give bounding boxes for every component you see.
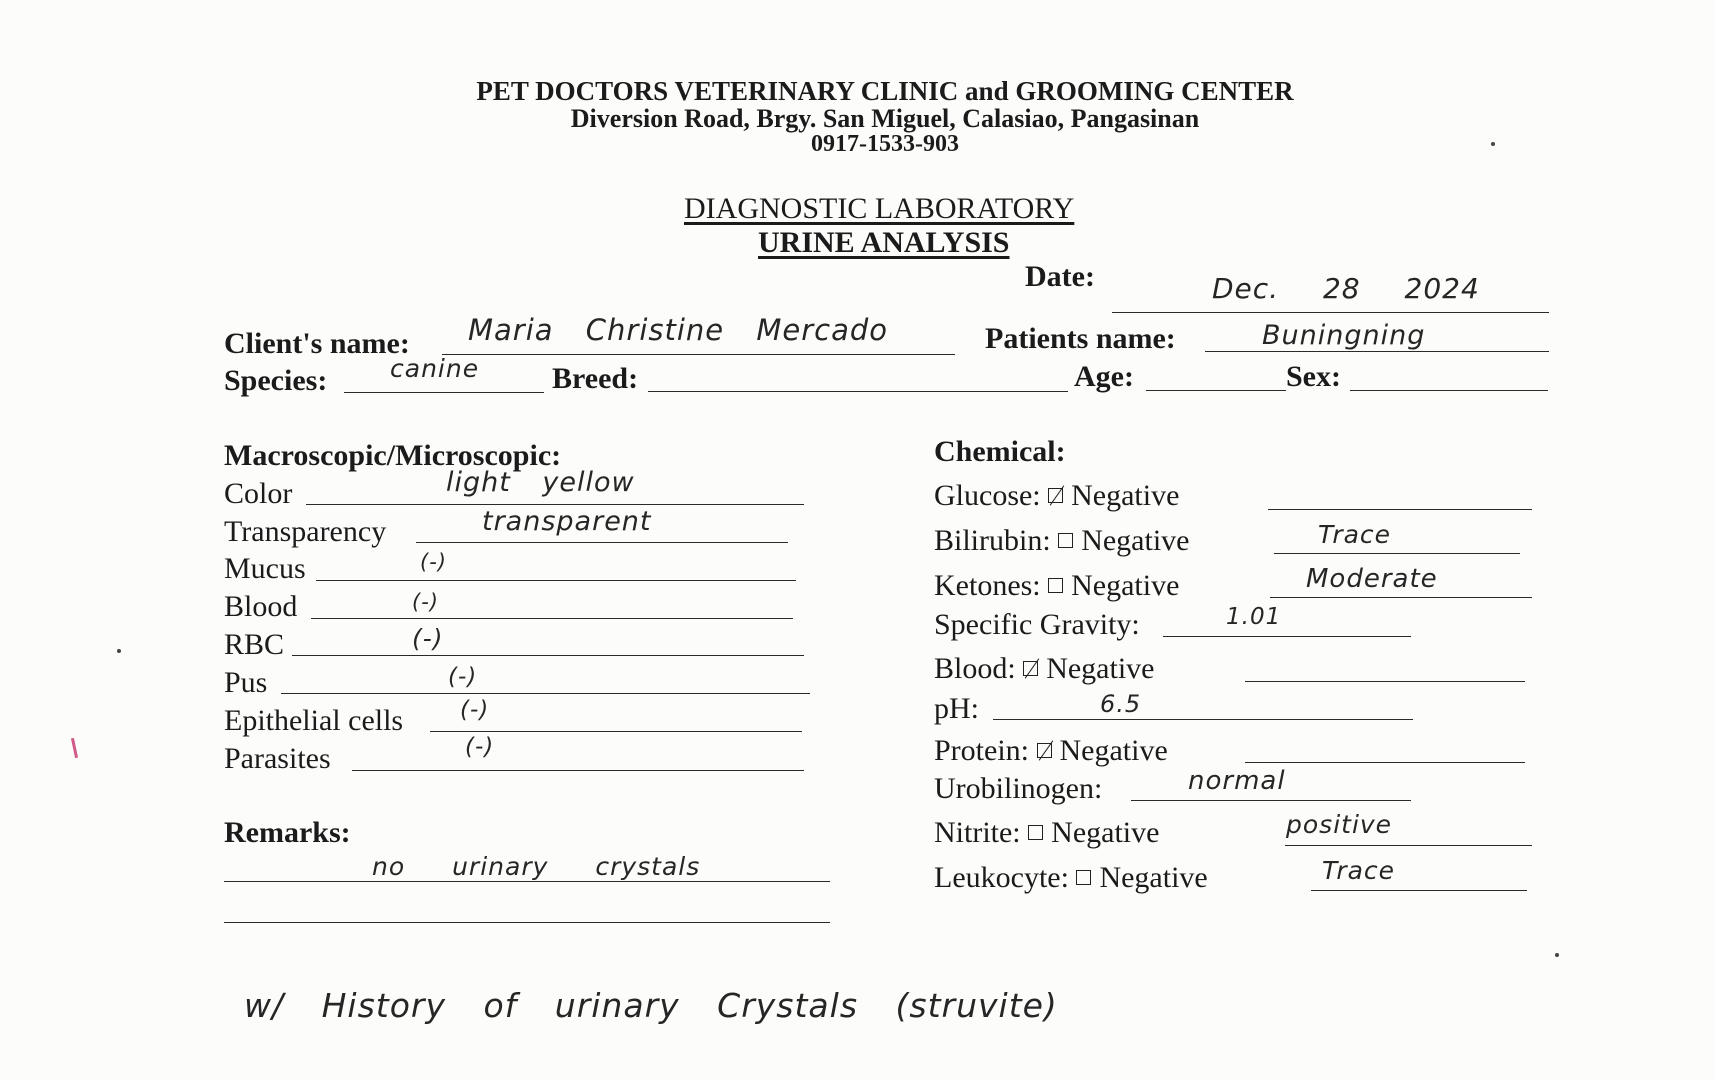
pus-value: (-) <box>448 664 478 690</box>
blood-chem-line <box>1245 681 1525 682</box>
nitrite-value: positive <box>1286 810 1393 839</box>
mucus-value: (-) <box>420 550 447 574</box>
sg-line <box>1163 636 1411 637</box>
urobilinogen-line <box>1131 800 1411 801</box>
blood-chem-negative: Negative <box>1046 652 1155 685</box>
blood-chem-label: Blood: <box>934 652 1016 685</box>
client-line <box>442 354 955 355</box>
ketones-line <box>1270 597 1532 598</box>
protein-line <box>1245 762 1525 763</box>
date-value: Dec. 28 2024 <box>1212 272 1480 305</box>
glucose-negative: Negative <box>1071 479 1180 512</box>
protein-label: Protein: <box>934 734 1029 767</box>
blood-line <box>311 618 793 619</box>
protein-negative: Negative <box>1059 734 1168 767</box>
parasites-value: (-) <box>465 734 495 760</box>
ketones-checkbox[interactable] <box>1048 578 1063 593</box>
client-value: Maria Christine Mercado <box>468 313 888 347</box>
ph-value: 6.5 <box>1100 690 1142 718</box>
remarks-line-2 <box>224 922 830 923</box>
species-line <box>344 392 544 393</box>
scan-speck <box>1555 953 1559 957</box>
scan-speck <box>1491 142 1495 146</box>
ketones-value: Moderate <box>1306 564 1438 594</box>
glucose-row <box>934 479 1179 513</box>
epithelial-label: Epithelial cells <box>224 704 404 737</box>
chemical-heading: Chemical: <box>934 435 1066 468</box>
nitrite-line <box>1285 845 1532 846</box>
bilirubin-checkbox[interactable] <box>1058 533 1073 548</box>
breed-label: Breed: <box>552 362 639 395</box>
client-label: Client's name: <box>224 327 410 360</box>
pus-label: Pus <box>224 666 268 699</box>
blood-chem-row <box>934 652 1154 686</box>
leukocyte-line <box>1311 890 1527 891</box>
sg-label: Specific Gravity: <box>934 608 1140 641</box>
blood-value: (-) <box>412 590 439 614</box>
bilirubin-line <box>1274 553 1520 554</box>
remarks-value: no urinary crystals <box>372 852 701 881</box>
species-value: canine <box>390 354 480 383</box>
clinic-name: PET DOCTORS VETERINARY CLINIC and GROOMING CENTER <box>476 76 1294 106</box>
clinic-address: Diversion Road, Brgy. San Miguel, Calasiao, Pangasinan <box>570 104 1200 133</box>
protein-checkbox[interactable] <box>1037 743 1052 758</box>
date-line <box>1112 312 1549 313</box>
transparency-value: transparent <box>482 506 652 537</box>
transparency-label: Transparency <box>224 515 387 548</box>
epithelial-line <box>430 731 802 732</box>
nitrite-negative: Negative <box>1051 816 1160 849</box>
rbc-label: RBC <box>224 628 285 661</box>
lab-title: DIAGNOSTIC LABORATORY <box>684 192 1075 225</box>
mucus-line <box>316 580 796 581</box>
color-value: light yellow <box>446 467 635 498</box>
bilirubin-row <box>934 524 1189 558</box>
macro-heading: Macroscopic/Microscopic: <box>224 439 562 472</box>
age-line <box>1146 390 1286 391</box>
nitrite-label: Nitrite: <box>934 816 1021 849</box>
parasites-line <box>352 770 804 771</box>
glucose-checkbox[interactable] <box>1048 488 1063 503</box>
leukocyte-checkbox[interactable] <box>1076 870 1091 885</box>
epithelial-value: (-) <box>460 697 490 723</box>
sg-value: 1.01 <box>1226 604 1282 630</box>
urobilinogen-label: Urobilinogen: <box>934 772 1103 805</box>
bilirubin-label: Bilirubin: <box>934 524 1051 557</box>
rbc-line <box>292 655 804 656</box>
remarks-line-1 <box>224 881 830 882</box>
sex-label: Sex: <box>1286 360 1341 393</box>
rbc-value: (-) <box>412 624 444 653</box>
protein-row <box>934 734 1168 768</box>
history-note: w/ History of urinary Crystals (struvite) <box>244 986 1058 1025</box>
leukocyte-value: Trace <box>1322 856 1396 885</box>
clinic-phone: 0917-1533-903 <box>811 131 959 157</box>
blood-label: Blood <box>224 590 298 623</box>
color-label: Color <box>224 477 293 510</box>
sex-line <box>1350 390 1548 391</box>
patient-line <box>1205 351 1549 352</box>
nitrite-checkbox[interactable] <box>1028 825 1043 840</box>
ketones-label: Ketones: <box>934 569 1041 602</box>
leukocyte-label: Leukocyte: <box>934 861 1069 894</box>
transparency-line <box>416 542 788 543</box>
pus-line <box>281 693 810 694</box>
parasites-label: Parasites <box>224 742 331 775</box>
nitrite-row <box>934 816 1159 850</box>
date-label: Date: <box>1025 260 1095 293</box>
ketones-negative: Negative <box>1071 569 1180 602</box>
ph-label: pH: <box>934 692 979 725</box>
ketones-row <box>934 569 1179 603</box>
patient-label: Patients name: <box>985 322 1176 355</box>
urobilinogen-value: normal <box>1188 766 1286 796</box>
species-label: Species: <box>224 364 328 397</box>
age-label: Age: <box>1074 360 1134 393</box>
test-title: URINE ANALYSIS <box>758 226 1010 259</box>
scan-speck <box>117 649 121 653</box>
leukocyte-negative: Negative <box>1099 861 1208 894</box>
bilirubin-negative: Negative <box>1081 524 1190 557</box>
glucose-label: Glucose: <box>934 479 1041 512</box>
remarks-label: Remarks: <box>224 816 351 849</box>
color-line <box>306 504 804 505</box>
glucose-line <box>1268 509 1532 510</box>
ph-line <box>993 719 1413 720</box>
leukocyte-row <box>934 861 1208 895</box>
pen-mark <box>71 738 78 758</box>
blood-chem-checkbox[interactable] <box>1023 661 1038 676</box>
mucus-label: Mucus <box>224 552 306 585</box>
bilirubin-value: Trace <box>1318 520 1392 549</box>
breed-line <box>648 391 1068 392</box>
patient-value: Buningning <box>1262 320 1426 351</box>
